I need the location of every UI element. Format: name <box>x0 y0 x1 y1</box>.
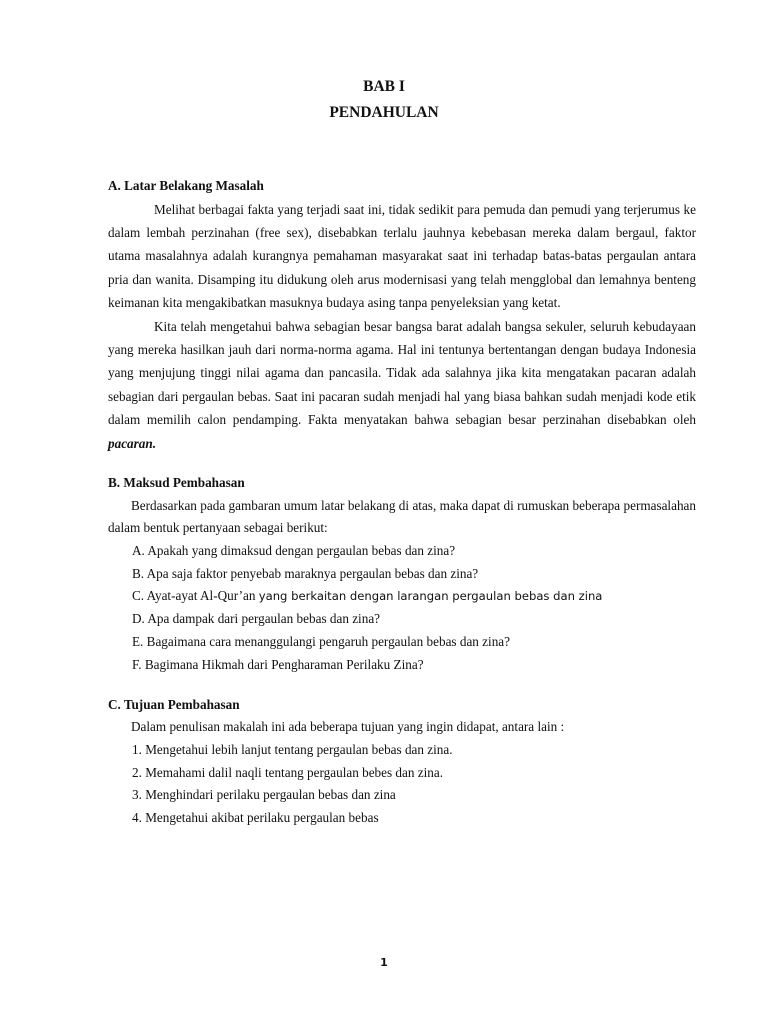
section-c-heading: C. Tujuan Pembahasan <box>108 696 240 712</box>
objective-item: 1. Mengetahui lebih lanjut tentang pergaulan bebas dan zina. <box>132 741 453 757</box>
section-a-paragraph-1: Melihat berbagai fakta yang terjadi saat ini, tidak sedikit para pemuda dan pemudi yang terjerumus ke dalam lembah perzinahan (free sex), disebabkan terlalu jauhnya kebebasan mereka dalam bergaul, faktor utama masalahnya adalah kurangnya pemahaman masyarakat saat ini terhadap batas-batas pergaulan antara pria dan wanita. Disamping itu didukung oleh arus modernisasi yang telah mengglobal dan lemahnya benteng keimanan kita mengakibatkan masuknya budaya asing tanpa penyeleksian yang ketat. <box>108 201 696 311</box>
chapter-title: PENDAHULAN <box>329 104 439 121</box>
section-a-heading: A. Latar Belakang Masalah <box>108 178 264 193</box>
section-maksud-pembahasan <box>108 472 696 677</box>
section-c-intro: Dalam penulisan makalah ini ada beberapa tujuan yang ingin didapat, antara lain : <box>131 719 565 735</box>
question-item: E. Bagaimana cara menanggulangi pengaruh pergaulan bebas dan zina? <box>132 634 511 650</box>
document-body <box>108 175 696 830</box>
page-number: 1 <box>380 956 388 969</box>
emphasis-pacaran: pacaran. <box>108 435 156 451</box>
question-item: A. Apakah yang dimaksud dengan pergaulan bebas dan zina? <box>132 542 456 558</box>
section-spacer <box>108 455 696 472</box>
question-item: B. Apa saja faktor penyebab maraknya pergaulan bebas dan zina? <box>132 565 479 581</box>
question-list <box>108 540 696 677</box>
objective-item: 4. Mengetahui akibat perilaku pergaulan bebas <box>132 810 379 826</box>
section-spacer <box>108 677 696 694</box>
question-item: D. Apa dampak dari pergaulan bebas dan zina? <box>132 611 381 627</box>
question-item: F. Bagimana Hikmah dari Pengharaman Perilaku Zina? <box>132 656 424 672</box>
section-latar-belakang <box>108 175 696 455</box>
question-item-c-serif: C. Ayat-ayat Al-Qur’an <box>132 588 259 604</box>
section-b-intro: Berdasarkan pada gambaran umum latar belakang di atas, maka dapat di rumuskan beberapa permasalahan dalam bentuk pertanyaan sebagai berikut: <box>108 497 696 536</box>
question-item-c-sans: yang berkaitan dengan larangan pergaulan bebas dan zina <box>258 589 603 604</box>
section-a-paragraph-2 <box>108 315 696 455</box>
objective-item: 3. Menghindari perilaku pergaulan bebas dan zina <box>132 787 396 803</box>
section-b-heading: B. Maksud Pembahasan <box>108 475 245 491</box>
section-a-paragraph-2-text: Kita telah mengetahui bahwa sebagian besar bangsa barat adalah bangsa sekuler, seluruh kebudayaan yang mereka hasilkan jauh dari norma-norma agama. Hal ini tentunya bertentangan dengan budaya Indonesia yang menjujung tinggi nilai agama dan pancasila. Tidak ada salahnya jika kita mengatakan pacaran adalah sebagian dari pergaulan bebas. Saat ini pacaran sudah menjadi hal yang biasa bahkan sudah menjadi kode etik dalam memilih calon pendamping. Fakta menyatakan bahwa sebagian besar perzinahan disebabkan oleh <box>108 318 696 428</box>
objective-item: 2. Memahami dalil naqli tentang pergaulan bebes dan zina. <box>132 764 444 780</box>
chapter-label: BAB I <box>363 78 405 95</box>
section-tujuan-pembahasan <box>108 694 696 830</box>
objective-list <box>108 739 696 830</box>
question-item <box>132 585 696 608</box>
